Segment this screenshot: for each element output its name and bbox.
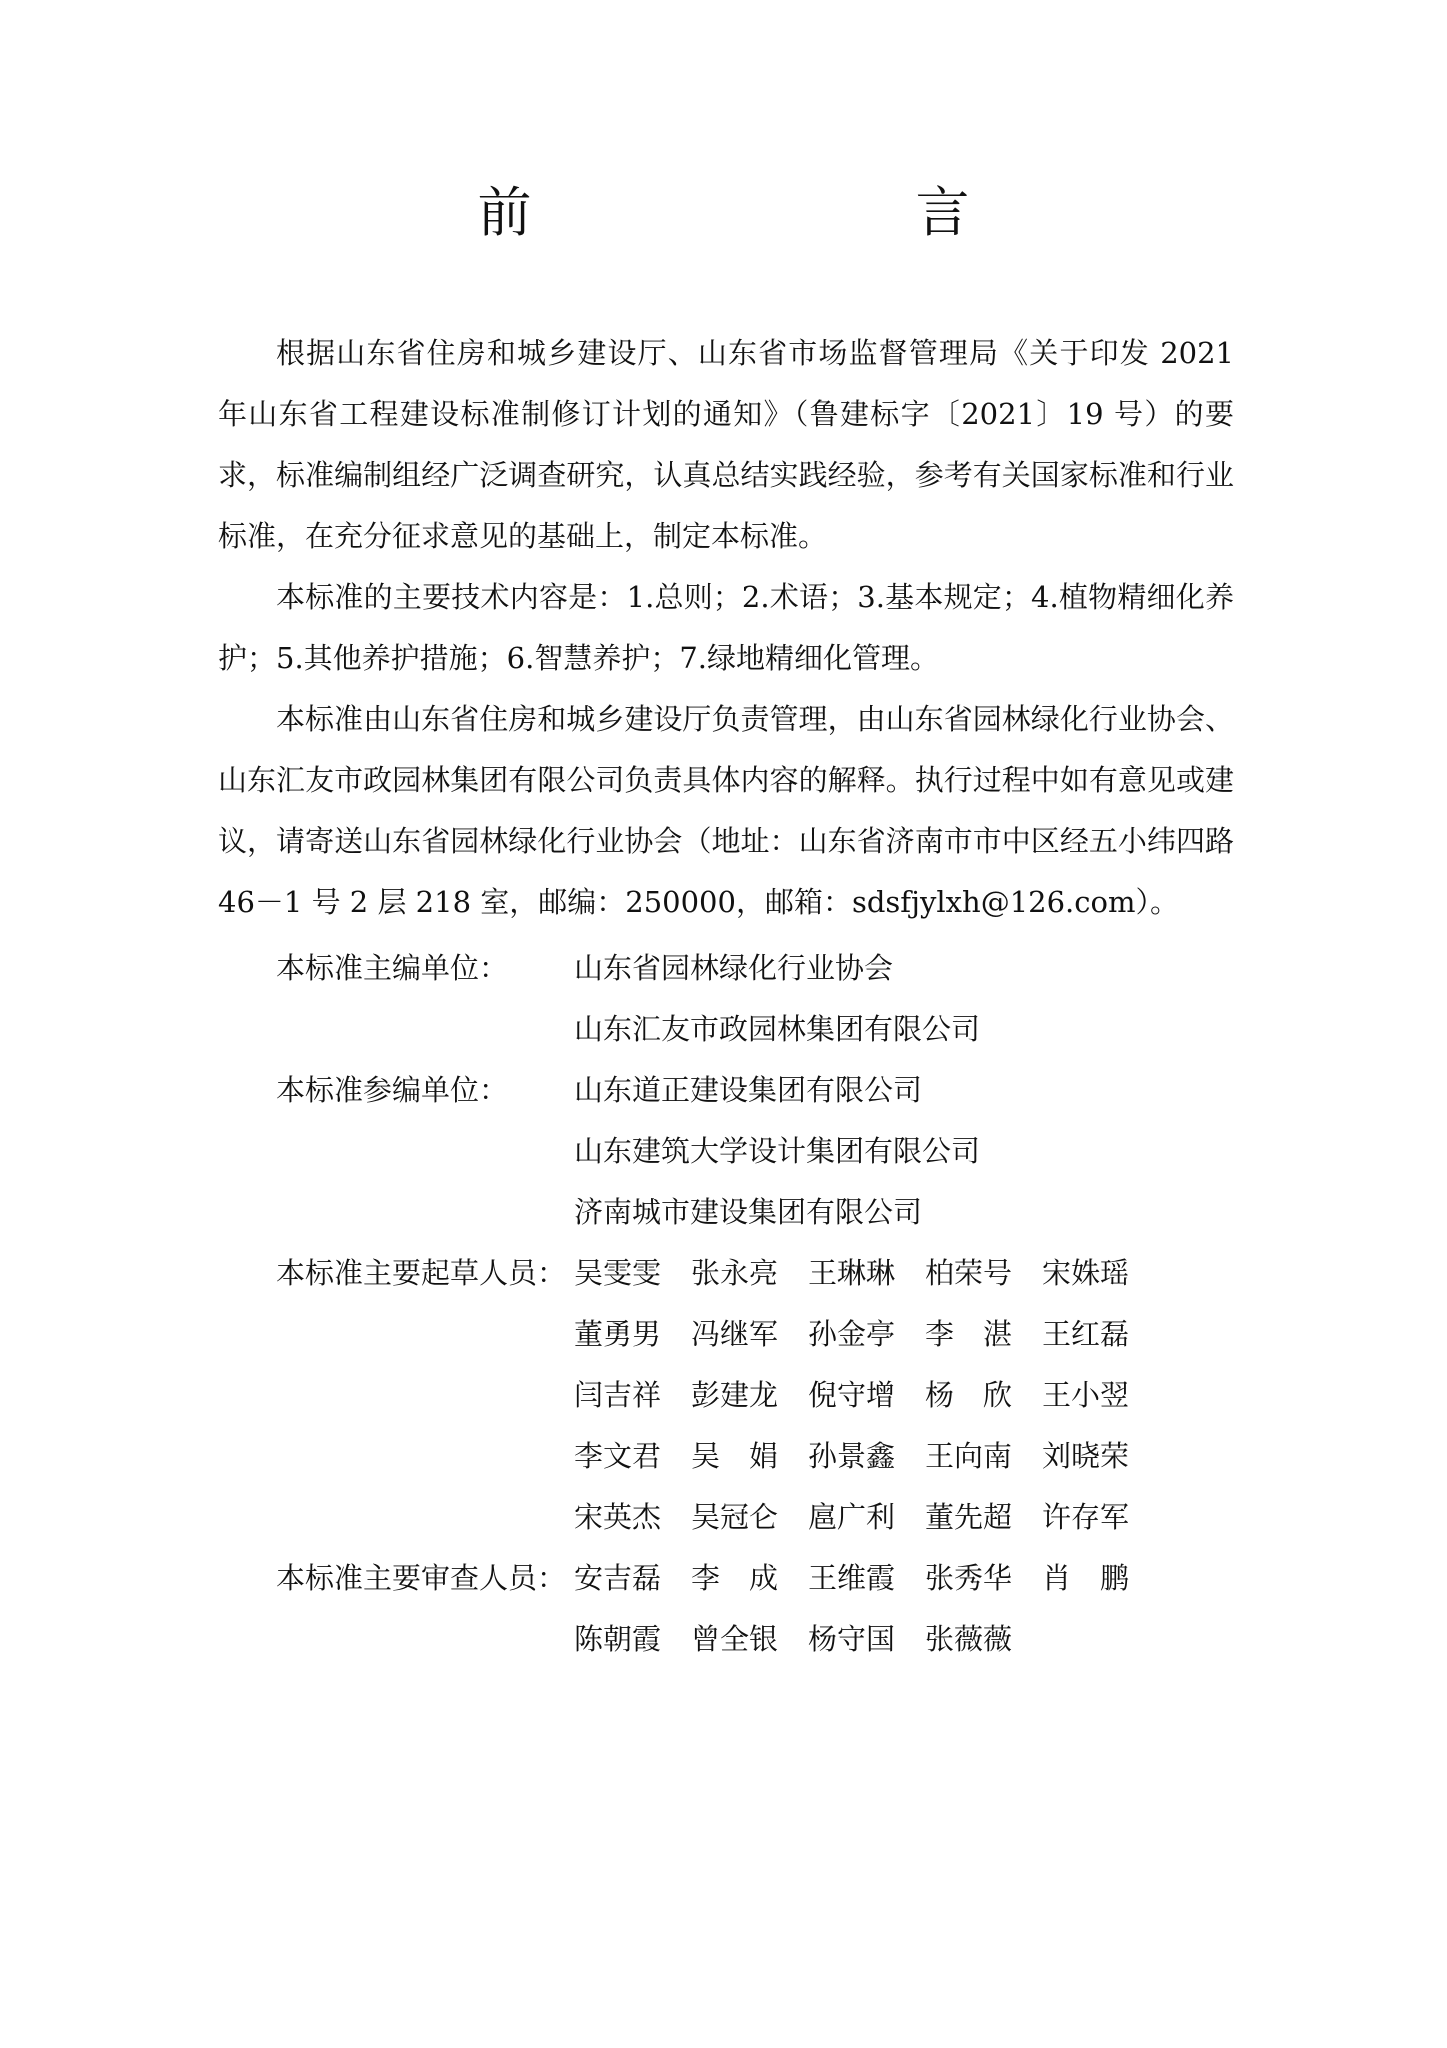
person-name: 吴冠仑 [691,1500,779,1534]
drafters-row [218,1304,1234,1365]
person-name: 孙金亭 [808,1317,896,1351]
person-name: 彭建龙 [691,1378,779,1412]
person-name: 杨 欣 [925,1378,1013,1412]
person-name: 安吉磊 [574,1561,662,1595]
drafters-row [218,1487,1234,1548]
name-list [574,1487,1159,1548]
name-list [574,1304,1159,1365]
person-name: 倪守增 [808,1378,896,1412]
person-name: 宋姝瑶 [1042,1256,1130,1290]
person-name: 杨守国 [808,1622,896,1656]
reviewers-row [218,1548,1234,1609]
preface-paragraph-contents: 本标准的主要技术内容是：1.总则；2.术语；3.基本规定；4.植物精细化养护；5.其他养护措施；6.智慧养护；7.绿地精细化管理。 [218,580,1234,675]
person-name: 张永亮 [691,1256,779,1290]
participating-unit-row [218,1182,1234,1243]
name-list [574,1365,1159,1426]
participating-unit-name: 济南城市建设集团有限公司 [574,1195,923,1229]
person-name: 李文君 [574,1439,662,1473]
person-name: 董勇男 [574,1317,662,1351]
person-name: 王红磊 [1042,1317,1130,1351]
person-name: 冯继军 [691,1317,779,1351]
name-list [574,1548,1159,1609]
participating-unit-row [218,1121,1234,1182]
person-name: 吴 娟 [691,1439,779,1473]
person-name: 张秀华 [925,1561,1013,1595]
contributors-section [218,938,1234,1670]
person-name: 孙景鑫 [808,1439,896,1473]
reviewers-label: 本标准主要审查人员： [276,1561,567,1595]
person-name: 扈广利 [808,1500,896,1534]
chief-units-label: 本标准主编单位： [276,951,509,985]
person-name: 陈朝霞 [574,1622,662,1656]
person-name: 张薇薇 [925,1622,1013,1656]
name-list [574,1243,1159,1304]
person-name: 柏荣号 [925,1256,1013,1290]
person-name: 许存军 [1042,1500,1130,1534]
chief-unit-row [218,938,1234,999]
name-list [574,1609,1042,1670]
person-name: 曾全银 [691,1622,779,1656]
person-name: 宋英杰 [574,1500,662,1534]
drafters-row [218,1243,1234,1304]
preface-body [218,323,1234,933]
participating-units-label: 本标准参编单位： [276,1073,509,1107]
chief-unit-name: 山东省园林绿化行业协会 [574,951,894,985]
person-name: 闫吉祥 [574,1378,662,1412]
drafters-row [218,1365,1234,1426]
participating-unit-name: 山东建筑大学设计集团有限公司 [574,1134,981,1168]
drafters-row [218,1426,1234,1487]
person-name: 肖 鹏 [1042,1561,1130,1595]
person-name: 李 湛 [925,1317,1013,1351]
person-name: 刘晓荣 [1042,1439,1130,1473]
chief-unit-row [218,999,1234,1060]
drafters-label: 本标准主要起草人员： [276,1256,567,1290]
person-name: 王向南 [925,1439,1013,1473]
participating-unit-row [218,1060,1234,1121]
person-name: 李 成 [691,1561,779,1595]
person-name: 王小翌 [1042,1378,1130,1412]
person-name: 王琳琳 [808,1256,896,1290]
name-list [574,1426,1159,1487]
page-title: 前 言 [477,181,1062,244]
person-name: 吴雯雯 [574,1256,662,1290]
reviewers-row [218,1609,1234,1670]
preface-paragraph-basis: 根据山东省住房和城乡建设厅、山东省市场监督管理局《关于印发 2021 年山东省工程建设标准制修订计划的通知》（鲁建标字〔2021〕19 号）的要求，标准编制组经广泛调查研究，认真总结实践经验，参考有关国家标准和行业标准，在充分征求意见的基础上，制定本标准。 [218,336,1234,553]
preface-paragraph-management: 本标准由山东省住房和城乡建设厅负责管理，由山东省园林绿化行业协会、山东汇友市政园林集团有限公司负责具体内容的解释。执行过程中如有意见或建议，请寄送山东省园林绿化行业协会（地址：山东省济南市市中区经五小纬四路46－1 号 2 层 218 室，邮编：250000，邮箱：sdsfjylxh@126.com）。 [218,702,1234,919]
person-name: 王维霞 [808,1561,896,1595]
chief-unit-name: 山东汇友市政园林集团有限公司 [574,1012,981,1046]
participating-unit-name: 山东道正建设集团有限公司 [574,1073,923,1107]
person-name: 董先超 [925,1500,1013,1534]
